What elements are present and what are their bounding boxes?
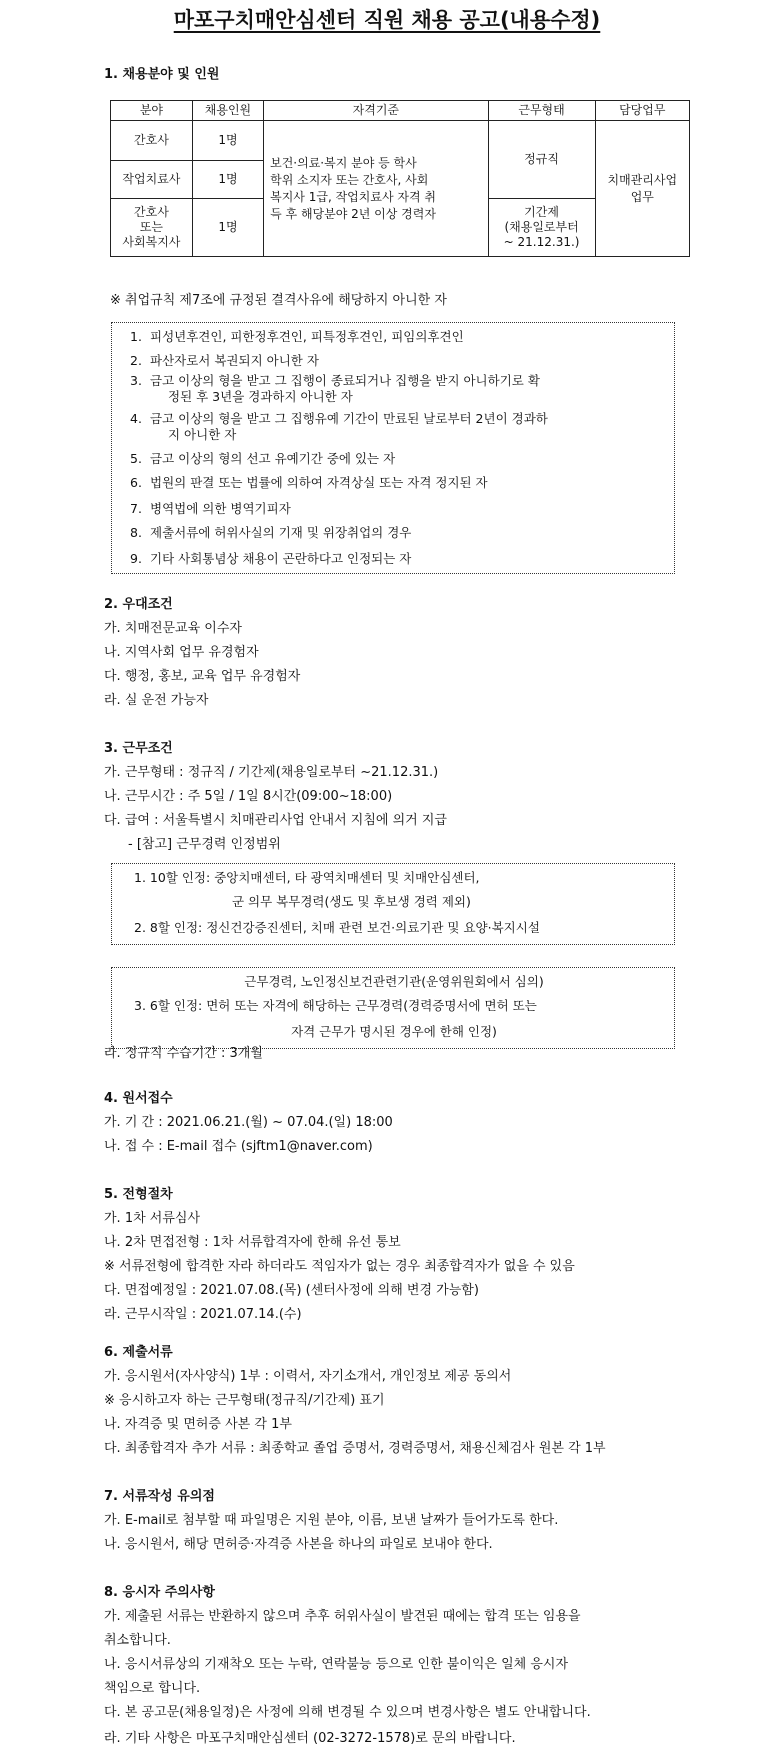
header-work-type: 근무형태 (488, 101, 595, 121)
condition-work-type: 가. 근무형태 : 정규직 / 기간제(채용일로부터 ~21.12.31.) (104, 765, 439, 780)
writing-item: 나. 응시원서, 해당 면허증·자격증 사본을 하나의 파일로 보내야 한다. (104, 1537, 493, 1552)
item-text: 법원의 판결 또는 법률에 의하여 자격상실 또는 자격 정지된 자 (150, 475, 488, 490)
duty-line: 업무 (630, 189, 654, 204)
caution-item: 가. 제출된 서류는 반환하지 않으며 추후 허위사실이 발견된 때에는 합격 또는 임용을 (104, 1609, 581, 1624)
item-number: 3. (130, 373, 142, 388)
document-item: 가. 응시원서(자사양식) 1부 : 이력서, 자기소개서, 개인정보 제공 동의서 (104, 1369, 512, 1384)
list-item (130, 329, 670, 345)
item-text (150, 411, 660, 443)
item-number: 2. (130, 353, 142, 368)
condition-probation: 라. 정규직 수습기간 : 3개월 (104, 1046, 263, 1061)
qualification-line: 보건·의료·복지 분야 등 학사 (270, 155, 417, 170)
field-line: 사회복지사 (122, 235, 181, 249)
career-recognition-box-1 (111, 863, 675, 945)
work-regular-cell: 정규직 (488, 121, 595, 199)
header-qualification: 자격기준 (264, 101, 488, 121)
career-recognition-box-2 (111, 967, 675, 1049)
recruitment-table (110, 100, 690, 257)
item-number: 6. (130, 475, 142, 490)
procedure-item: 라. 근무시작일 : 2021.07.14.(수) (104, 1307, 302, 1322)
item-text (150, 373, 660, 405)
qualification-line: 학위 소지자 또는 간호사, 사회 (270, 172, 429, 187)
condition-salary: 다. 급여 : 서울특별시 치매관리사업 안내서 지침에 의거 지급 (104, 813, 447, 828)
career-line: 근무경력, 노인정신보건관련기관(운영위원회에서 심의) (244, 974, 544, 989)
item-number: 7. (130, 501, 142, 516)
document-item: 다. 최종합격자 추가 서류 : 최종학교 졸업 증명서, 경력증명서, 채용신체검사 원본 각 1부 (104, 1441, 606, 1456)
qualification-line: 복지사 1급, 작업치료사 자격 취 (270, 189, 436, 204)
qualification-cell (264, 121, 488, 257)
section-5-heading: 5. 전형절차 (104, 1187, 173, 1202)
header-duty: 담당업무 (595, 101, 689, 121)
item-number: 8. (130, 525, 142, 540)
item-line: 금고 이상의 형을 받고 그 집행유예 기간이 만료된 날로부터 2년이 경과하 (150, 411, 548, 426)
item-text: 금고 이상의 형의 선고 유예기간 중에 있는 자 (150, 451, 396, 466)
table-header-row (111, 101, 690, 121)
writing-item: 가. E-mail로 첨부할 때 파일명은 지원 분야, 이름, 보낸 날짜가 들어가도록 한다. (104, 1513, 559, 1528)
work-contract-line: (채용일로부터 (504, 220, 579, 234)
item-text: 병역법에 의한 병역기피자 (150, 501, 291, 516)
application-period: 가. 기 간 : 2021.06.21.(월) ~ 07.04.(일) 18:00 (104, 1115, 393, 1130)
career-line: 2. 8할 인정: 정신건강증진센터, 치매 관련 보건·의료기관 및 요양·복지시설 (134, 920, 540, 935)
section-6-heading: 6. 제출서류 (104, 1345, 173, 1360)
field-cell: 작업치료사 (111, 161, 193, 199)
header-field: 분야 (111, 101, 193, 121)
caution-item: 다. 본 공고문(채용일정)은 사정에 의해 변경될 수 있으며 변경사항은 별도 안내합니다. (104, 1705, 591, 1720)
document-item: 나. 자격증 및 면허증 사본 각 1부 (104, 1417, 292, 1432)
disqualification-box (111, 322, 675, 574)
item-text: 제출서류에 허위사실의 기재 및 위장취업의 경우 (150, 525, 412, 540)
item-number: 9. (130, 551, 142, 566)
item-text: 파산자로서 복권되지 아니한 자 (150, 353, 319, 368)
page-title: 마포구치매안심센터 직원 채용 공고(내용수정) (173, 8, 601, 32)
list-item (130, 373, 670, 405)
header-count: 채용인원 (192, 101, 263, 121)
section-8-heading: 8. 응시자 주의사항 (104, 1585, 215, 1600)
item-line: 금고 이상의 형을 받고 그 집행이 종료되거나 집행을 받지 아니하기로 확 (150, 373, 540, 388)
caution-item: 취소합니다. (104, 1633, 171, 1648)
condition-reference: - [참고] 근무경력 인정범위 (128, 837, 281, 852)
list-item (130, 525, 670, 541)
list-item (130, 475, 670, 491)
list-item (130, 501, 670, 517)
application-method: 나. 접 수 : E-mail 접수 (sjftm1@naver.com) (104, 1139, 373, 1154)
section-3-heading: 3. 근무조건 (104, 741, 173, 756)
count-cell: 1명 (192, 199, 263, 257)
field-line: 간호사 (134, 205, 169, 219)
section-7-heading: 7. 서류작성 유의점 (104, 1489, 215, 1504)
procedure-item: 다. 면접예정일 : 2021.07.08.(목) (센터사정에 의해 변경 가능함) (104, 1283, 479, 1298)
procedure-note: ※ 서류전형에 합격한 자라 하더라도 적임자가 없는 경우 최종합격자가 없을 수 있음 (104, 1259, 575, 1274)
career-line: 3. 6할 인정: 면허 또는 자격에 해당하는 근무경력(경력증명서에 면허 또는 (134, 998, 537, 1013)
field-line: 또는 (139, 220, 163, 234)
duty-line: 치매관리사업 (607, 173, 678, 188)
list-item (130, 451, 670, 467)
disqualification-note: ※ 취업규칙 제7조에 규정된 결격사유에 해당하지 아니한 자 (110, 293, 447, 308)
count-cell: 1명 (192, 161, 263, 199)
item-text: 기타 사회통념상 채용이 곤란하다고 인정되는 자 (150, 551, 412, 566)
list-item (130, 353, 670, 369)
document-note: ※ 응시하고자 하는 근무형태(정규직/기간제) 표기 (104, 1393, 385, 1408)
item-line: 지 아니한 자 (168, 427, 237, 442)
section-2-heading: 2. 우대조건 (104, 597, 173, 612)
condition-work-hours: 나. 근무시간 : 주 5일 / 1일 8시간(09:00~18:00) (104, 789, 393, 804)
career-line: 자격 근무가 명시된 경우에 한해 인정) (291, 1024, 497, 1039)
work-contract-line: 기간제 (524, 205, 559, 219)
count-cell: 1명 (192, 121, 263, 161)
duty-cell (595, 121, 689, 257)
item-number: 4. (130, 411, 142, 426)
preference-item: 나. 지역사회 업무 유경험자 (104, 645, 259, 660)
list-item (130, 551, 670, 567)
field-cell: 간호사 (111, 121, 193, 161)
qualification-line: 득 후 해당분야 2년 이상 경력자 (270, 206, 436, 221)
caution-item: 나. 응시서류상의 기재착오 또는 누락, 연락불능 등으로 인한 불이익은 일체 응시자 (104, 1657, 569, 1672)
preference-item: 다. 행정, 홍보, 교육 업무 유경험자 (104, 669, 301, 684)
caution-item: 라. 기타 사항은 마포구치매안심센터 (02-3272-1578)로 문의 바랍니다. (104, 1731, 516, 1746)
item-number: 5. (130, 451, 142, 466)
section-4-heading: 4. 원서접수 (104, 1091, 173, 1106)
preference-item: 가. 치매전문교육 이수자 (104, 621, 242, 636)
work-contract-line: ~ 21.12.31.) (503, 235, 580, 249)
procedure-item: 가. 1차 서류심사 (104, 1211, 201, 1226)
caution-item: 책임으로 합니다. (104, 1681, 201, 1696)
list-item (130, 411, 670, 443)
item-line: 정된 후 3년을 경과하지 아니한 자 (168, 389, 353, 404)
work-contract-cell (488, 199, 595, 257)
item-text: 피성년후견인, 피한정후견인, 피특정후견인, 피임의후견인 (150, 329, 464, 344)
career-line: 1. 10할 인정: 중앙치매센터, 타 광역치매센터 및 치매안심센터, (134, 870, 480, 885)
table-row (111, 121, 690, 161)
procedure-item: 나. 2차 면접전형 : 1차 서류합격자에 한해 유선 통보 (104, 1235, 401, 1250)
item-number: 1. (130, 329, 142, 344)
field-cell (111, 199, 193, 257)
preference-item: 라. 실 운전 가능자 (104, 693, 209, 708)
career-line: 군 의무 복무경력(생도 및 후보생 경력 제외) (232, 894, 471, 909)
section-1-heading: 1. 채용분야 및 인원 (104, 67, 220, 82)
